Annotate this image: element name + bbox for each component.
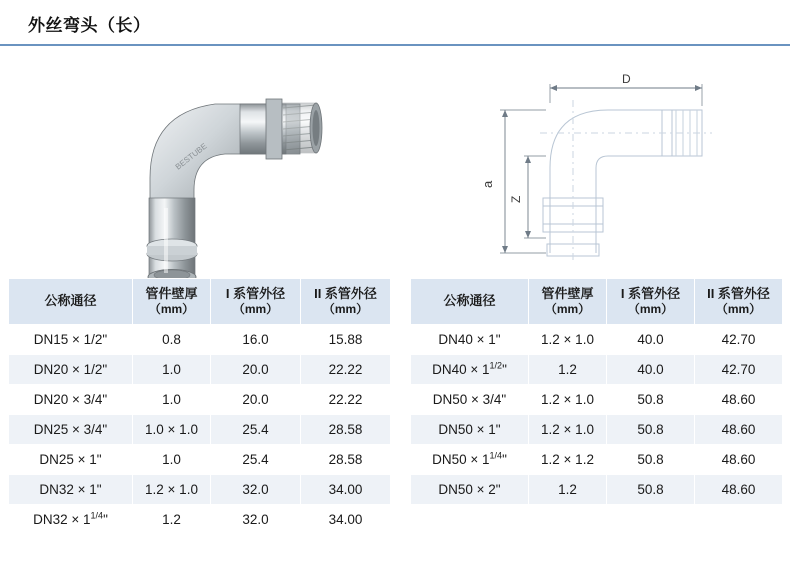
col-nominal: 公称通径 (9, 279, 133, 325)
table-row (411, 475, 783, 505)
cell-od1: 20.0 (211, 385, 301, 415)
cell-nominal: DN20 × 1/2" (9, 355, 133, 385)
cell-wall: 1.0 (133, 445, 211, 475)
table-row (9, 475, 391, 505)
cell-wall: 1.0 × 1.0 (133, 415, 211, 445)
spec-table-left (8, 278, 391, 535)
table-row (9, 415, 391, 445)
dimension-label-d: D (622, 72, 631, 86)
technical-drawing (400, 48, 790, 278)
cell-od2: 48.60 (695, 415, 783, 445)
cell-nominal: DN32 × 1" (9, 475, 133, 505)
cell-od1: 40.0 (607, 325, 695, 355)
cell-wall: 1.0 (133, 355, 211, 385)
cell-nominal: DN50 × 1" (411, 415, 529, 445)
cell-wall: 1.2 (529, 355, 607, 385)
table-row (411, 445, 783, 475)
col-od2: II 系管外径 （mm） (695, 279, 783, 325)
cell-wall: 1.2 × 1.2 (529, 445, 607, 475)
cell-od1: 50.8 (607, 445, 695, 475)
cell-od2: 34.00 (301, 475, 391, 505)
table-row (9, 385, 391, 415)
cell-od2: 48.60 (695, 475, 783, 505)
cell-od1: 32.0 (211, 505, 301, 535)
cell-od2: 42.70 (695, 325, 783, 355)
table-header-row (411, 279, 783, 325)
table-row (9, 325, 391, 355)
cell-wall: 1.2 × 1.0 (133, 475, 211, 505)
table-row (411, 325, 783, 355)
col-od2: II 系管外径 （mm） (301, 279, 391, 325)
cell-nominal: DN50 × 3/4" (411, 385, 529, 415)
cell-od2: 34.00 (301, 505, 391, 535)
dimension-drawing (400, 48, 790, 278)
table-row (9, 355, 391, 385)
table-row (9, 505, 391, 535)
cell-od1: 40.0 (607, 355, 695, 385)
spec-table-right (410, 278, 783, 505)
cell-nominal: DN25 × 3/4" (9, 415, 133, 445)
cell-nominal: $DN32 \times 1^{1/4}$" (9, 505, 133, 535)
cell-od1: 32.0 (211, 475, 301, 505)
cell-od1: 50.8 (607, 415, 695, 445)
table-row (411, 385, 783, 415)
cell-wall: 1.2 × 1.0 (529, 325, 607, 355)
cell-wall: 1.2 × 1.0 (529, 385, 607, 415)
cell-od2: 22.22 (301, 355, 391, 385)
cell-od1: 20.0 (211, 355, 301, 385)
cell-od2: 28.58 (301, 415, 391, 445)
cell-nominal: $DN50 \times 1^{1/4}$" (411, 445, 529, 475)
dimension-label-z: Z (509, 195, 523, 203)
cell-wall: 1.2 (133, 505, 211, 535)
dimension-label-a: a (480, 180, 495, 188)
cell-wall: 1.0 (133, 385, 211, 415)
col-od1: I 系管外径 （mm） (607, 279, 695, 325)
cell-nominal: DN25 × 1" (9, 445, 133, 475)
cell-od2: 22.22 (301, 385, 391, 415)
cell-nominal: DN20 × 3/4" (9, 385, 133, 415)
product-photo (0, 48, 400, 278)
col-wall: 管件壁厚 （mm） (133, 279, 211, 325)
elbow-photo-illustration (120, 58, 350, 278)
col-od1: I 系管外径 （mm） (211, 279, 301, 325)
cell-od2: 15.88 (301, 325, 391, 355)
cell-od1: 50.8 (607, 475, 695, 505)
col-nominal: 公称通径 (411, 279, 529, 325)
cell-od1: 16.0 (211, 325, 301, 355)
brand-etching: BESTUBE (173, 141, 209, 172)
title-bar (0, 0, 790, 46)
cell-wall: 1.2 (529, 475, 607, 505)
cell-nominal: DN40 × 1" (411, 325, 529, 355)
cell-nominal: DN15 × 1/2" (9, 325, 133, 355)
table-row (9, 445, 391, 475)
spec-tables (0, 278, 790, 582)
table-header-row (9, 279, 391, 325)
cell-od2: 48.60 (695, 385, 783, 415)
table-row (411, 355, 783, 385)
cell-wall: 1.2 × 1.0 (529, 415, 607, 445)
cell-od1: 25.4 (211, 415, 301, 445)
table-row (411, 415, 783, 445)
cell-od1: 50.8 (607, 385, 695, 415)
cell-od1: 25.4 (211, 445, 301, 475)
cell-nominal: DN50 × 2" (411, 475, 529, 505)
cell-od2: 48.60 (695, 445, 783, 475)
page-title: 外丝弯头（长） (28, 16, 151, 35)
col-wall: 管件壁厚 （mm） (529, 279, 607, 325)
cell-nominal: $DN40 \times 1^{1/2}$" (411, 355, 529, 385)
cell-od2: 42.70 (695, 355, 783, 385)
cell-od2: 28.58 (301, 445, 391, 475)
cell-wall: 0.8 (133, 325, 211, 355)
